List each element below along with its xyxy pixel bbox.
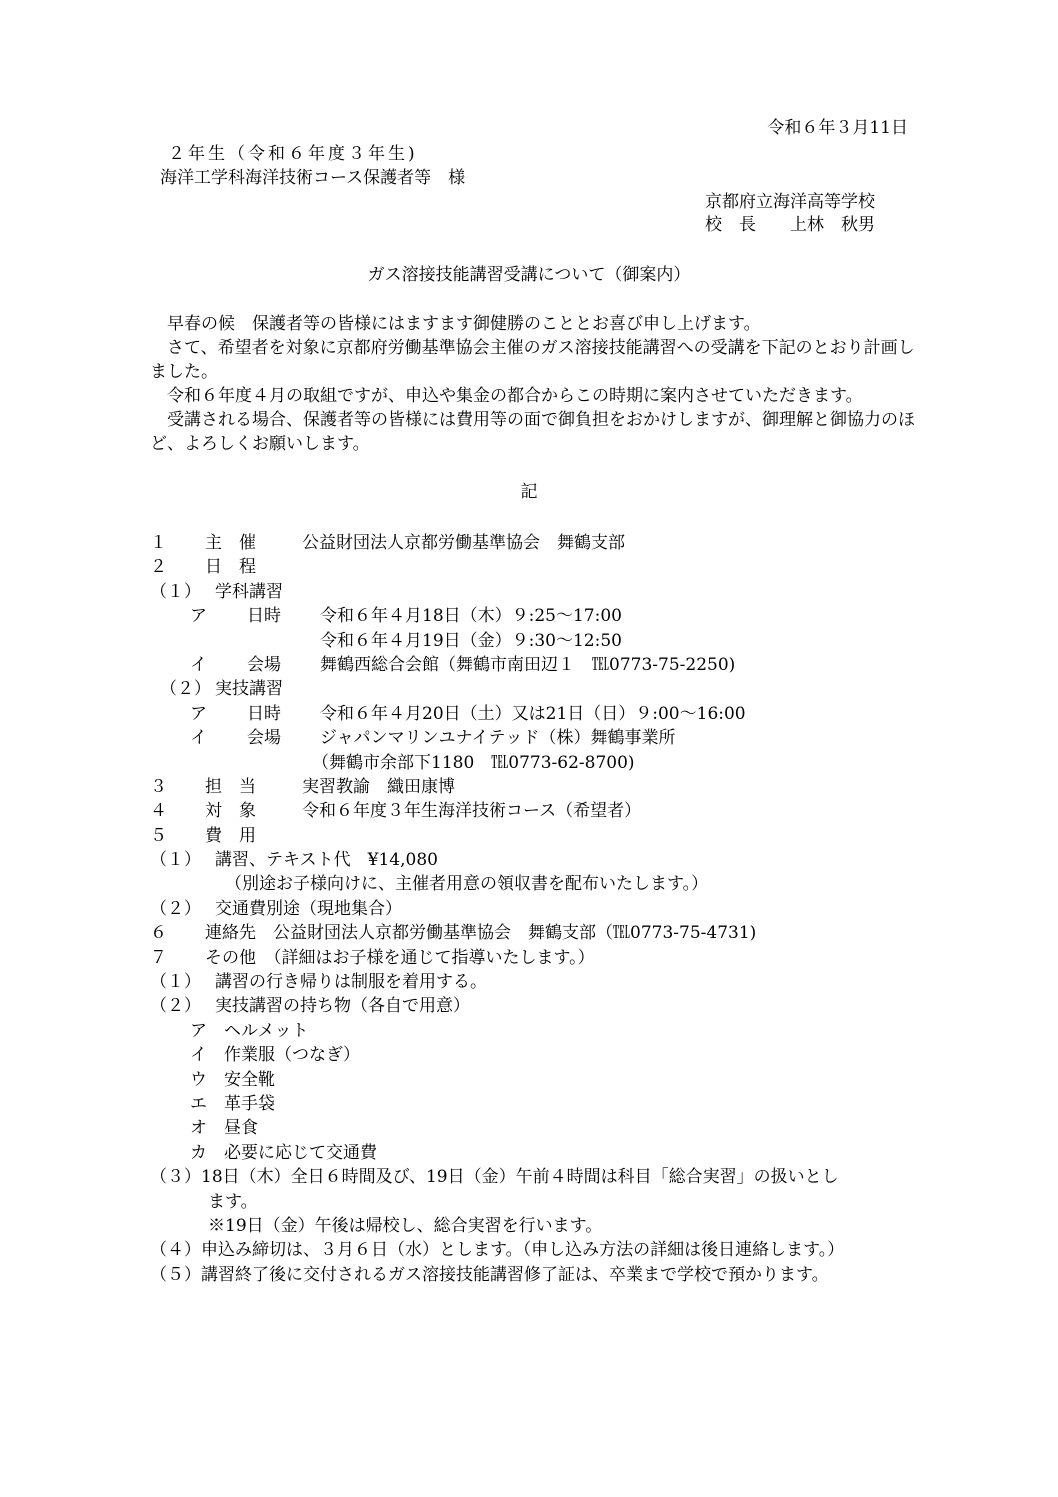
detail-text: （１） — [150, 850, 201, 871]
detail-text: （２） — [160, 679, 211, 700]
detail-text: （別途お子様向けに、主催者用意の領収書を配布いたします。） — [225, 874, 709, 895]
detail-text: （２） — [150, 898, 201, 919]
detail-text: 主 催 — [205, 533, 256, 553]
detail-text: （４）申込み締切は、３月６日（水）とします。（申し込み方法の詳細は後日連絡します。） — [150, 1240, 845, 1261]
detail-text: ※19日（金）午後は帰校し、総合実習を行います。 — [208, 1215, 603, 1236]
detail-text: イ 作業服（つなぎ） — [190, 1045, 360, 1066]
detail-text: 担 当 — [205, 776, 256, 797]
detail-text: 対 象 — [205, 801, 256, 822]
detail-text: オ 昼食 — [190, 1118, 258, 1139]
body-paragraph: 早春の候 保護者等の皆様にはますます御健勝のこととお喜び申し上げます。 — [167, 314, 761, 334]
detail-text: 令和６年４月20日（土）又は21日（日）９:00～16:00 — [320, 703, 746, 724]
detail-text: （２） — [150, 996, 201, 1017]
document-title: ガス溶接技能講習受講について（御案内） — [367, 265, 691, 285]
recipient-grade: ２年生（令和６年度３年生) — [168, 144, 418, 164]
detail-text: イ — [190, 654, 207, 675]
detail-text: 日時 — [247, 606, 281, 627]
detail-text: （１） — [150, 972, 201, 993]
detail-text: ア ヘルメット — [190, 1020, 309, 1041]
detail-text: その他 （詳細はお子様を通じて指導いたします。） — [205, 947, 595, 968]
detail-text: （舞鶴市余部下1180 ℡0773-62-8700) — [312, 752, 635, 773]
detail-text: 費 用 — [205, 825, 256, 846]
body-paragraph: 令和６年度４月の取組ですが、申込や集金の都合からこの時期に案内させていただきます。 — [167, 386, 863, 406]
detail-text: 実技講習 — [215, 679, 283, 700]
detail-text: （３）18日（木）全日６時間及び、19日（金）午前４時間は科目「総合実習」の扱いとし — [150, 1167, 839, 1188]
detail-text: １ — [150, 533, 167, 553]
detail-text: （１） — [150, 581, 201, 602]
detail-text: ７ — [150, 947, 167, 968]
detail-text: ジャパンマリンユナイテッド（株）舞鶴事業所 — [320, 728, 676, 749]
detail-text: イ — [190, 728, 207, 749]
detail-text: ６ — [150, 923, 167, 944]
detail-text: ２ — [150, 557, 167, 578]
detail-text: 講習の行き帰りは制服を着用する。 — [215, 972, 487, 993]
detail-text: ４ — [150, 801, 167, 822]
detail-text: 日 程 — [205, 557, 256, 578]
detail-text: 舞鶴西総合会館（舞鶴市南田辺１ ℡0773-75-2250) — [320, 654, 736, 675]
detail-text: 令和６年度３年生海洋技術コース（希望者） — [302, 801, 642, 822]
detail-text: （５）講習終了後に交付されるガス溶接技能講習修了証は、卒業まで学校で預かります。 — [150, 1264, 829, 1285]
detail-text: ア — [190, 703, 207, 724]
detail-text: 学科講習 — [215, 581, 283, 602]
ki-heading: 記 — [520, 482, 538, 502]
sender-organization: 京都府立海洋高等学校 — [705, 192, 875, 212]
sender-principal: 校 長 上林 秋男 — [705, 215, 875, 235]
body-paragraph: さて、希望者を対象に京都府労働基準協会主催のガス溶接技能講習への受講を下記のとおり計画しました。 — [150, 338, 915, 382]
detail-text: 実技講習の持ち物（各自で用意） — [215, 996, 470, 1017]
detail-text: 連絡先 公益財団法人京都労働基準協会 舞鶴支部（℡0773-75-4731) — [205, 923, 757, 944]
detail-text: ５ — [150, 825, 167, 846]
detail-text: 令和６年４月18日（木）９:25～17:00 — [320, 606, 622, 627]
letter-body — [150, 312, 920, 456]
detail-text: 会場 — [247, 654, 281, 675]
detail-text: エ 革手袋 — [190, 1093, 275, 1114]
detail-text: 会場 — [247, 728, 281, 749]
detail-text: 交通費別途（現地集合） — [215, 898, 402, 919]
detail-text: ウ 安全靴 — [190, 1069, 275, 1090]
detail-text: 実習教諭 織田康博 — [302, 776, 455, 797]
body-paragraph: 受講される場合、保護者等の皆様には費用等の面で御負担をおかけしますが、御理解と御協力のほど、よろしくお願いします。 — [150, 410, 915, 454]
detail-text: ア — [190, 606, 207, 627]
detail-text: カ 必要に応じて交通費 — [190, 1142, 377, 1163]
detail-text: ます。 — [208, 1191, 258, 1212]
issue-date: 令和６年３月11日 — [767, 118, 908, 138]
detail-text: 日時 — [247, 703, 281, 724]
detail-text: ３ — [150, 776, 167, 797]
detail-text: 令和６年４月19日（金）９:30～12:50 — [320, 630, 622, 651]
detail-text: 講習、テキスト代 ¥14,080 — [215, 850, 438, 871]
recipient-addressee: 海洋工学科海洋技術コース保護者等 様 — [160, 168, 466, 188]
detail-text: 公益財団法人京都労働基準協会 舞鶴支部 — [302, 533, 625, 553]
